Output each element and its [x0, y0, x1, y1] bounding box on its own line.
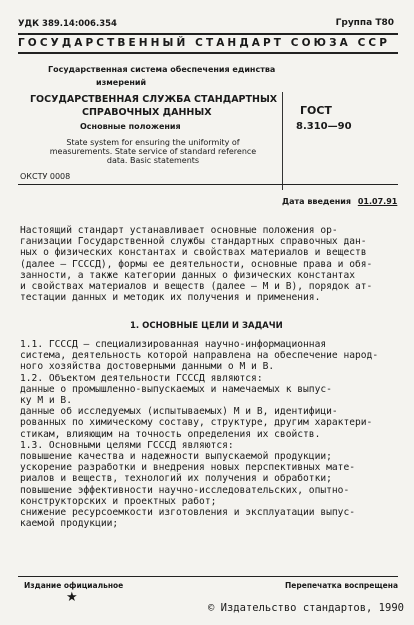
- gost-number: 8.310—90: [296, 121, 352, 132]
- section-line: система, деятельность которой направлена на обеспечение народ-: [20, 350, 379, 362]
- group-code: Группа Т80: [335, 18, 394, 28]
- section-line: данные об исследуемых (испытываемых) М и В, идентифици-: [20, 406, 338, 418]
- effective-date: [282, 197, 397, 206]
- section-line: ускорение разработки и внедрения новых перспективных мате-: [20, 462, 356, 474]
- okstu-code: ОКСТУ 0008: [20, 172, 71, 181]
- section-line: снижение ресурсоемкости изготовления и эксплуатации выпус-: [20, 507, 356, 519]
- subtitle: Основные положения: [80, 122, 181, 131]
- reprint-prohibited-label: Перепечатка воспрещена: [285, 581, 399, 590]
- official-edition-label: Издание официальное: [24, 581, 124, 590]
- section-line: риалов и веществ, технологий их получения и обработки;: [20, 473, 332, 485]
- star-icon: ★: [66, 590, 78, 605]
- section-line: 1.1. ГСССД — специализированная научно-информационная: [20, 339, 327, 350]
- title-bottom-rule: [18, 184, 398, 185]
- intro-line: Настоящий стандарт устанавливает основные положения ор-: [20, 225, 338, 236]
- title-line-2: СПРАВОЧНЫХ ДАННЫХ: [82, 107, 212, 118]
- standard-banner: ГОСУДАРСТВЕННЫЙ СТАНДАРТ СОЮЗА ССР: [18, 37, 391, 49]
- title-divider: [282, 92, 283, 190]
- section-line: рованных по химическому составу, структуре, другим характери-: [20, 417, 373, 429]
- section-line: ку М и В.: [20, 395, 72, 407]
- section-line: 1.3. Основными целями ГСССД являются:: [20, 439, 234, 451]
- section-line: каемой продукции;: [20, 518, 119, 530]
- footer-rule: [18, 576, 398, 577]
- system-line-2: измерений: [96, 78, 147, 87]
- section-heading: 1. ОСНОВНЫЕ ЦЕЛИ И ЗАДАЧИ: [130, 321, 283, 331]
- date-value: 01.07.91: [357, 197, 398, 206]
- section-line: стикам, влияющим на точность определения их свойств.: [20, 428, 321, 440]
- section-body: [20, 339, 394, 529]
- system-line-1: Государственная система обеспечения единства: [48, 65, 276, 74]
- section-line: ного хозяйства достоверными данными о М и В.: [20, 361, 275, 373]
- top-rule: [18, 33, 398, 35]
- intro-line: тестации данных и методик их получения и применения.: [20, 292, 321, 304]
- section-line: конструкторских и проектных работ;: [20, 495, 217, 507]
- title-line-1: ГОСУДАРСТВЕННАЯ СЛУЖБА СТАНДАРТНЫХ: [30, 94, 278, 105]
- banner-rule: [18, 52, 398, 54]
- section-line: 1.2. Объектом деятельности ГСССД являются:: [20, 372, 263, 384]
- intro-line: ных о физических константах и свойствах материалов и веществ: [20, 247, 367, 259]
- udk-code: УДК 389.14:006.354: [18, 19, 117, 29]
- date-label: Дата введения: [282, 197, 352, 206]
- english-title: State system for ensuring the uniformity of measurements. State service of standard reference data. Basic statements: [49, 138, 257, 165]
- copyright: © Издательство стандартов, 1990: [208, 602, 404, 614]
- intro-line: (далее — ГСССД), формы ее деятельности, основные права и обя-: [20, 258, 373, 270]
- intro-line: ганизации Государственной службы стандартных справочных дан-: [20, 236, 367, 248]
- intro-line: занности, а также категории данных о физических константах: [20, 269, 356, 281]
- section-line: данные о промышленно-выпускаемых и намечаемых к выпус-: [20, 383, 332, 395]
- section-line: повышение качества и надежности выпускаемой продукции;: [20, 451, 332, 463]
- gost-label: ГОСТ: [300, 104, 332, 117]
- intro-paragraph: [20, 225, 394, 303]
- intro-line: и свойствах материалов и веществ (далее — М и В), порядок ат-: [20, 281, 373, 293]
- section-line: повышение эффективности научно-исследовательских, опытно-: [20, 484, 350, 496]
